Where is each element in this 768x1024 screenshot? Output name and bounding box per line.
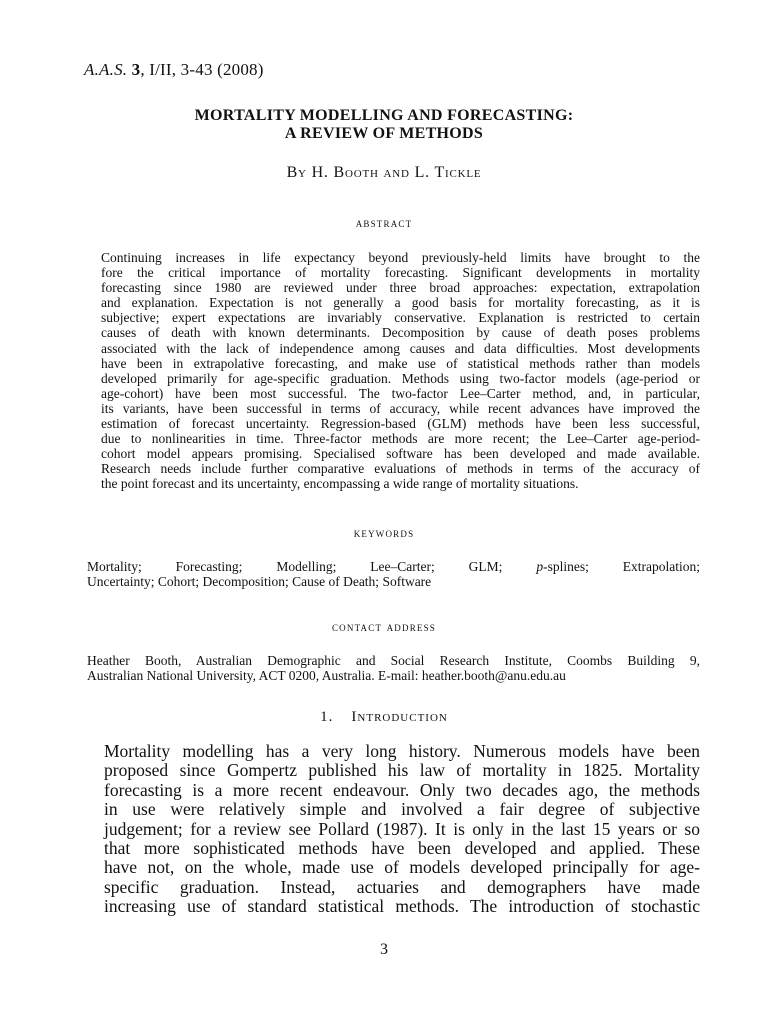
abstract-line: and explanation. Expectation is not generally a good basis for mortality forecasting, as it is xyxy=(101,295,700,311)
abstract-line: estimation of forecast uncertainty. Regression-based (GLM) methods have been less successful, xyxy=(101,416,700,432)
abstract-line: cohort model appears promising. Specialised software has been developed and made available. xyxy=(101,446,700,462)
section-title: Introduction xyxy=(351,709,448,725)
journal-volume: 3 xyxy=(131,60,141,79)
journal-abbrev: A.A.S. xyxy=(84,60,128,79)
abstract-line: forecasting since 1980 are reviewed under three broad approaches: expectation, extrapolation xyxy=(101,280,700,296)
section-heading xyxy=(0,709,768,726)
introduction-body xyxy=(87,742,700,917)
intro-line: that more sophisticated methods have been developed and applied. These xyxy=(104,838,700,859)
intro-line: Mortality modelling has a very long history. Numerous models have been xyxy=(104,741,700,761)
keywords-heading: keywords xyxy=(353,525,415,540)
abstract-body xyxy=(87,250,700,492)
intro-line: specific graduation. Instead, actuaries and demographers have made xyxy=(104,876,700,897)
abstract-line: due to nonlinearities in time. Three-factor methods are more recent; the Lee–Carter age-period- xyxy=(101,431,700,447)
intro-line: increasing use of standard statistical methods. The introduction of stochastic xyxy=(104,896,700,917)
contact-line-2: Australian National University, ACT 0200, Australia. E-mail: heather.booth@anu.edu.au xyxy=(87,668,566,684)
intro-line: forecasting is a more recent endeavour. Only two decades ago, the methods xyxy=(104,779,700,800)
section-number: 1. xyxy=(320,709,334,725)
abstract-line: causes of death with known determinants. Decomposition by cause of death poses problems xyxy=(101,325,700,341)
contact-line-1: Heather Booth, Australian Demographic and Social Research Institute, Coombs Building 9, xyxy=(87,653,700,668)
abstract-line: age-cohort) have been most successful. The two-factor Lee–Carter method, and, in particular, xyxy=(101,385,700,401)
journal-issue-pages-year: , I/II, 3-43 (2008) xyxy=(140,60,264,79)
keywords-line-1: Mortality; Forecasting; Modelling; Lee–Carter; GLM; p-splines; Extrapolation; xyxy=(87,559,700,574)
keywords-line-2: Uncertainty; Cohort; Decomposition; Cause of Death; Software xyxy=(87,574,432,590)
abstract-line: Continuing increases in life expectancy beyond previously-held limits have brought to the xyxy=(101,250,700,265)
intro-line: in use were relatively simple and involved a fair degree of subjective xyxy=(104,799,700,820)
intro-line: have not, on the whole, made use of models developed principally for age- xyxy=(104,857,700,878)
intro-line: proposed since Gompertz published his law of mortality in 1825. Mortality xyxy=(104,760,700,781)
abstract-line: developed primarily for age-specific graduation. Methods using two-factor models (age-period or xyxy=(101,370,700,386)
abstract-line: fore the critical importance of mortality forecasting. Significant developments in mortality xyxy=(101,265,700,281)
paper-authors: By H. Booth and L. Tickle xyxy=(286,164,482,181)
abstract-line: Research needs include further comparative evaluations of methods in terms of the accuracy of xyxy=(101,461,700,477)
contact-heading: contact address xyxy=(331,619,437,634)
keywords-list xyxy=(87,559,700,589)
paper-title-line-1: MORTALITY MODELLING AND FORECASTING: xyxy=(194,107,574,124)
abstract-line: have been in extrapolative forecasting, and make use of statistical methods rather than models xyxy=(101,355,700,371)
abstract-line: associated with the lack of independence among causes and data difficulties. Most developments xyxy=(101,340,700,356)
intro-line: judgement; for a review see Pollard (1987). It is only in the last 15 years or so xyxy=(104,818,700,839)
page-number: 3 xyxy=(380,941,388,958)
abstract-heading: abstract xyxy=(355,215,413,230)
journal-citation xyxy=(84,60,264,80)
abstract-line: subjective; expert expectations are invariably conservative. Explanation is restricted to certain xyxy=(101,310,700,326)
contact-address xyxy=(87,653,700,683)
paper-title-line-2: A REVIEW OF METHODS xyxy=(284,125,484,142)
abstract-line: its variants, have been successful in terms of accuracy, while recent advances have improved the xyxy=(101,400,700,416)
abstract-line: the point forecast and its uncertainty, encompassing a wide range of mortality situations. xyxy=(101,476,579,492)
